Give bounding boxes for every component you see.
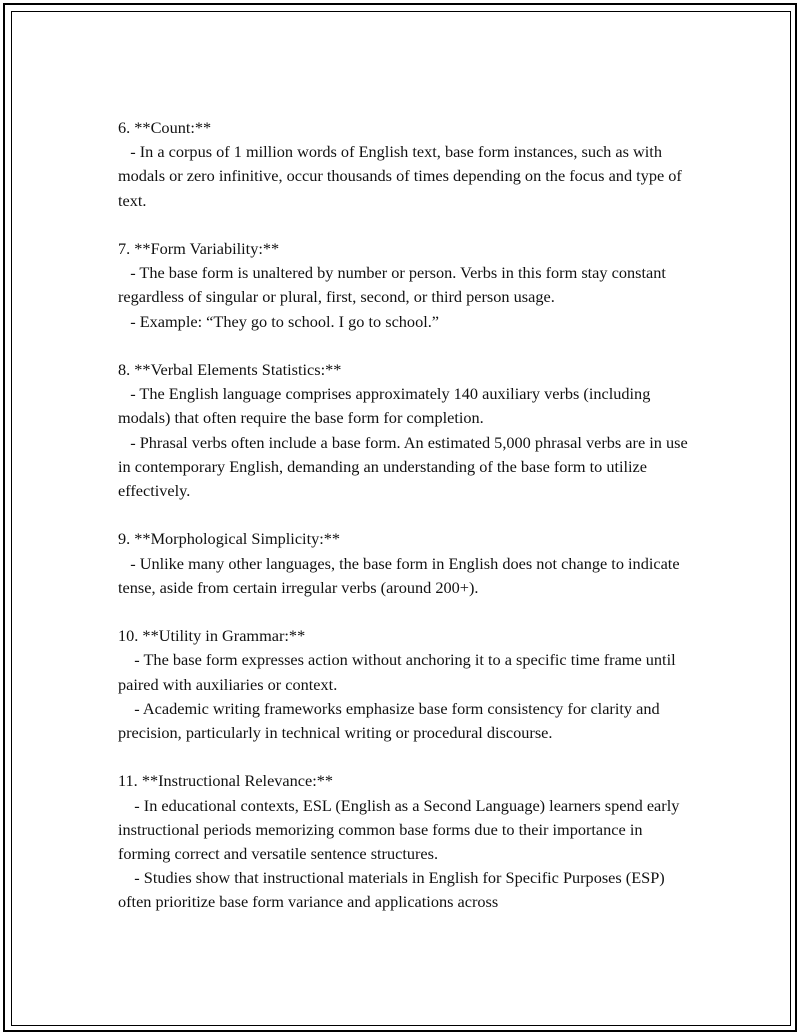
section-paragraph: - Example: “They go to school. I go to school.” xyxy=(118,311,440,331)
section-paragraph: - Unlike many other languages, the base form in English does not change to indicate tense, aside from certain irregular verbs (around 200+). xyxy=(118,553,684,597)
section-form-variability xyxy=(118,237,698,334)
section-heading: 7. **Form Variability:** xyxy=(118,239,280,258)
section-paragraph: - The base form is unaltered by number or person. Verbs in this form stay constant regardless of singular or plural, first, second, or third person usage. xyxy=(118,263,670,307)
section-paragraph: - Academic writing frameworks emphasize base form consistency for clarity and precision, particularly in technical writing or procedural discourse. xyxy=(118,698,664,743)
section-verbal-elements-statistics xyxy=(118,358,698,503)
section-paragraph: - Studies show that instructional materials in English for Specific Purposes (ESP) often prioritize base form variance and applications across xyxy=(118,868,669,912)
section-utility-in-grammar xyxy=(118,624,698,745)
section-heading: 8. **Verbal Elements Statistics:** xyxy=(118,360,342,379)
document-body xyxy=(118,116,698,939)
section-heading: 9. **Morphological Simplicity:** xyxy=(118,529,341,549)
section-paragraph: - Phrasal verbs often include a base form. An estimated 5,000 phrasal verbs are in use in contemporary English, demanding an understanding of the base form to utilize effectively. xyxy=(118,432,692,501)
section-paragraph: - The base form expresses action without anchoring it to a specific time frame until paired with auxiliaries or context. xyxy=(118,650,680,694)
section-heading: 10. **Utility in Grammar:** xyxy=(118,626,306,646)
section-count xyxy=(118,116,698,213)
section-heading: 11. **Instructional Relevance:** xyxy=(118,771,334,791)
section-instructional-relevance xyxy=(118,769,698,914)
section-paragraph: - In a corpus of 1 million words of English text, base form instances, such as with modals or zero infinitive, occur thousands of times depending on the focus and type of text. xyxy=(118,142,686,210)
section-morphological-simplicity xyxy=(118,527,698,600)
section-paragraph: - The English language comprises approximately 140 auxiliary verbs (including modals) that often require the base form for completion. xyxy=(118,384,655,428)
section-paragraph: - In educational contexts, ESL (English as a Second Language) learners spend early instructional periods memorizing common base forms due to their importance in forming correct and versatile sentence structures. xyxy=(118,795,684,864)
section-heading: 6. **Count:** xyxy=(118,118,212,137)
